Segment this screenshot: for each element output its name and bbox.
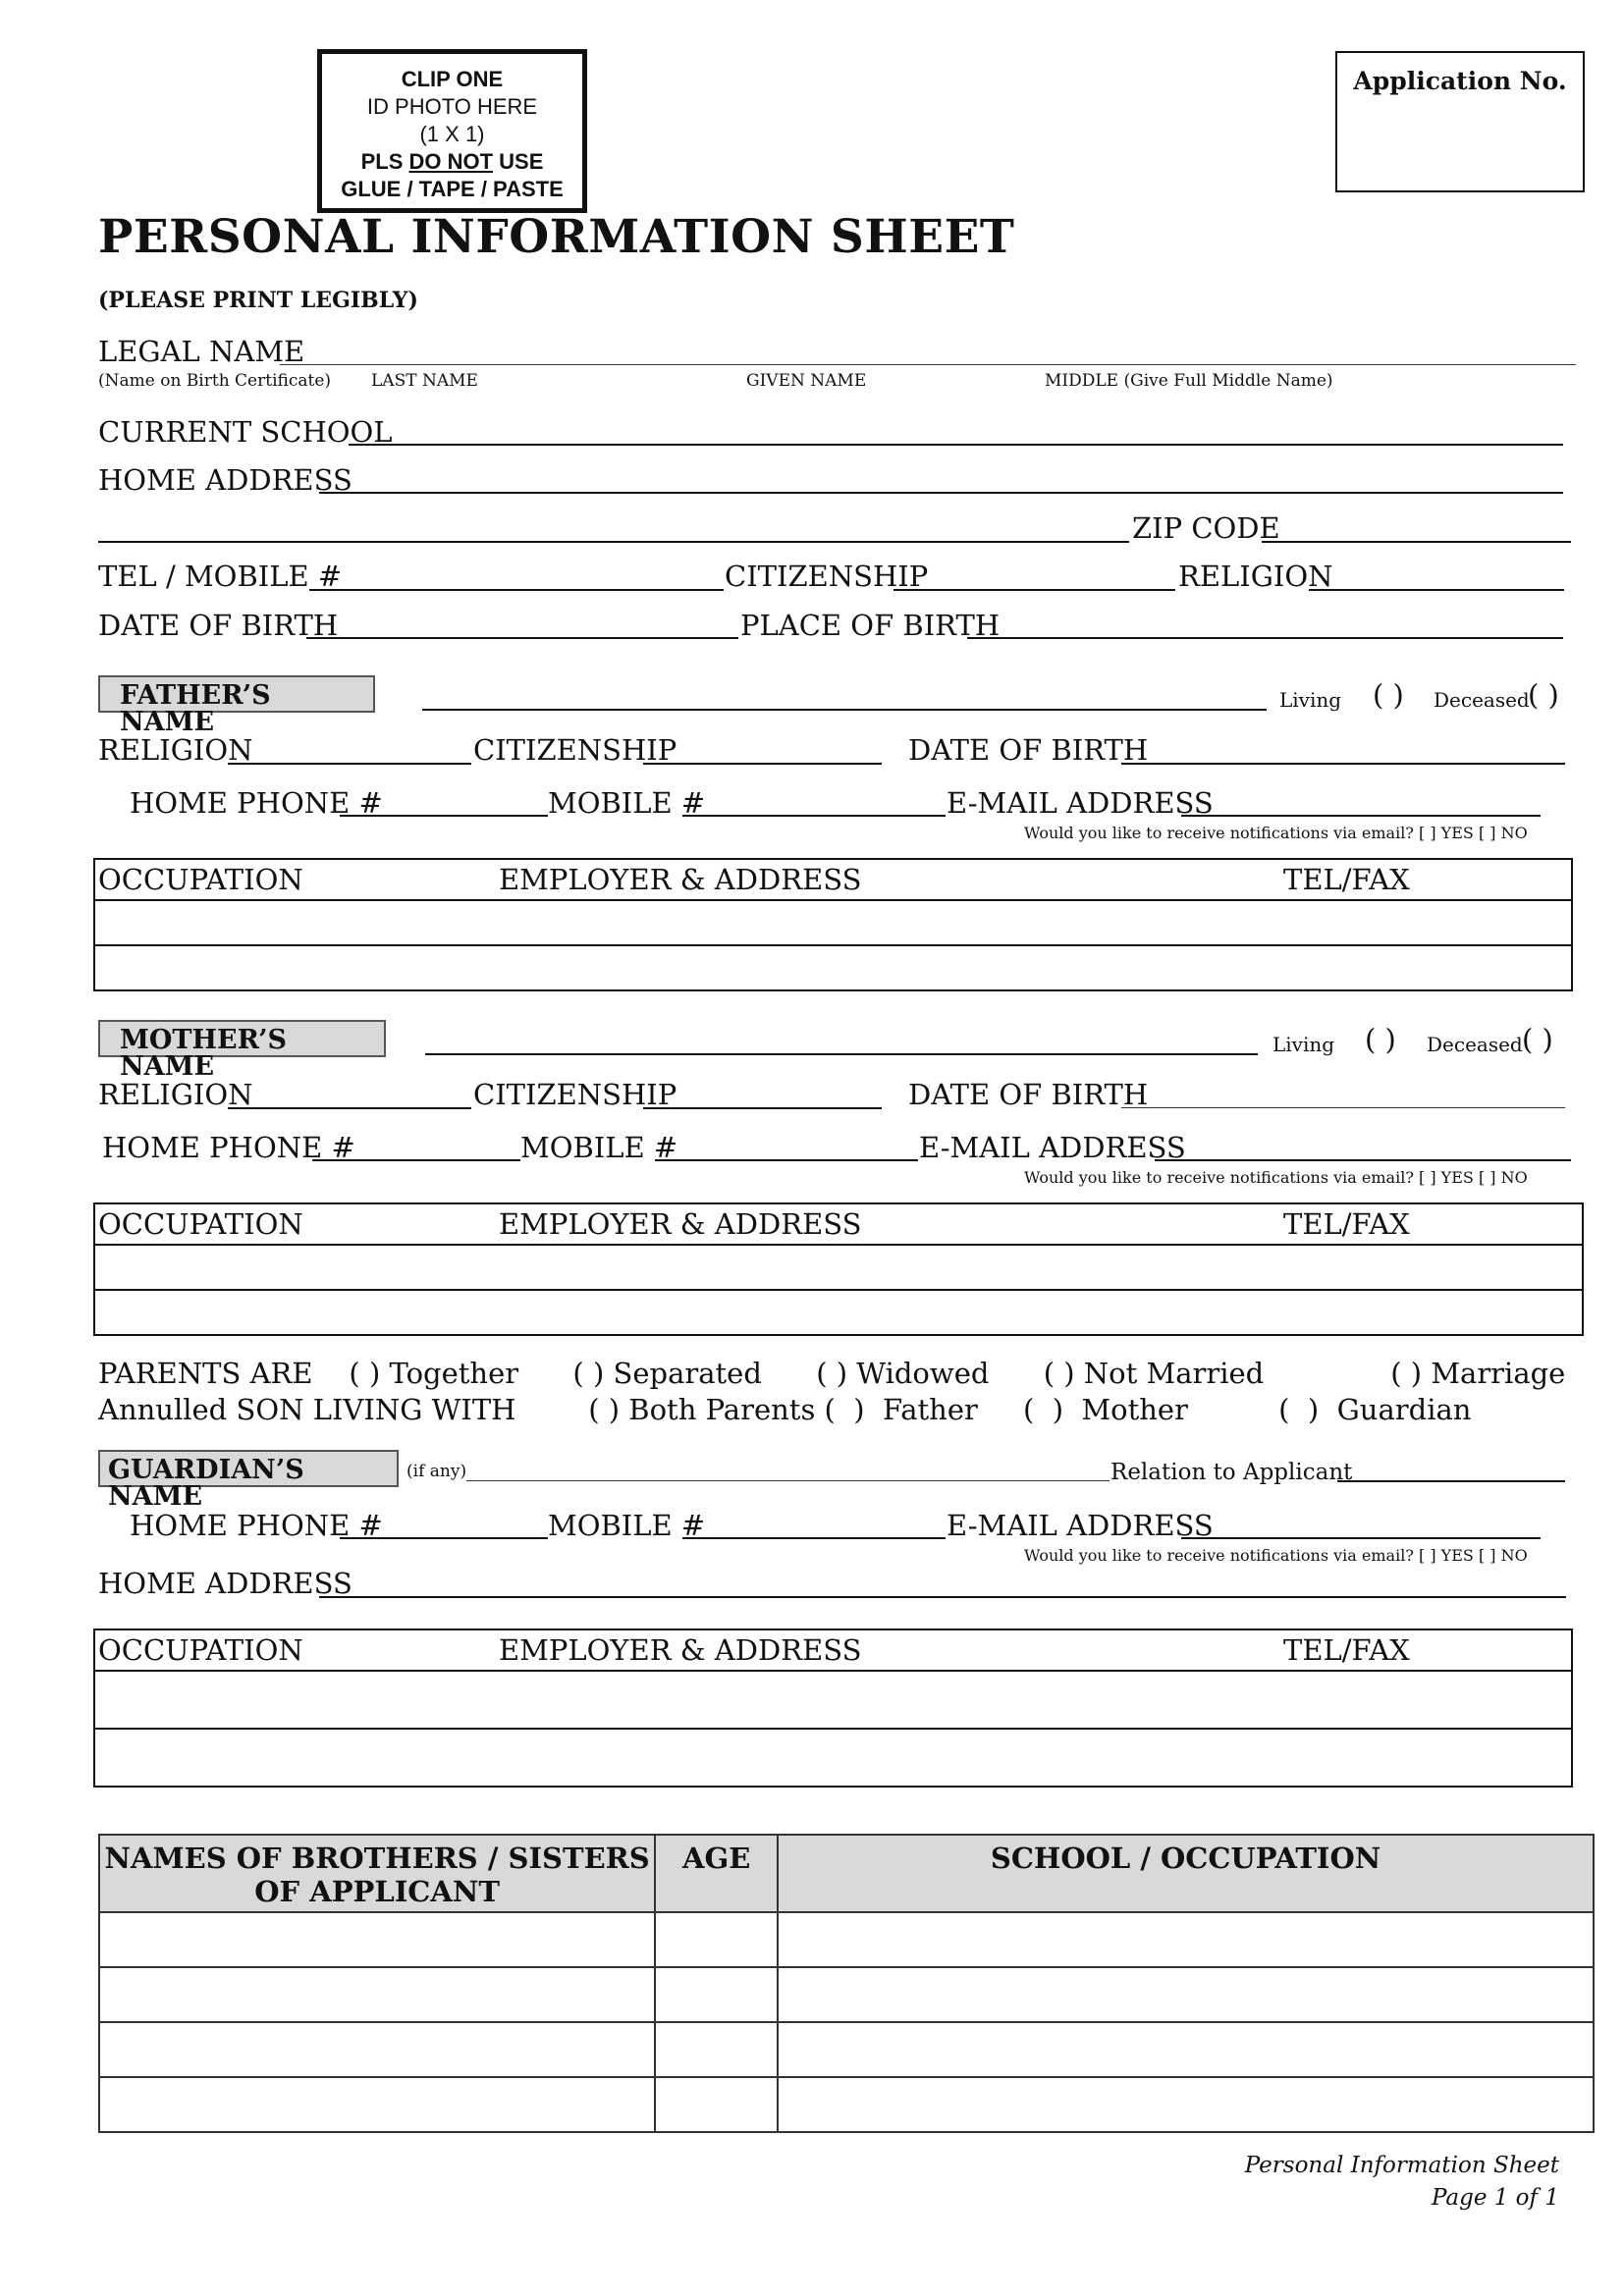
father-deceased-checkbox[interactable]: ( ) bbox=[1528, 678, 1559, 712]
given-name-caption: GIVEN NAME bbox=[746, 371, 867, 391]
photo-size-text: (1 X 1) bbox=[419, 122, 485, 146]
footer-title: Personal Information Sheet bbox=[1244, 2153, 1559, 2178]
photo-here-text: ID PHOTO HERE bbox=[366, 94, 538, 119]
sibling-name-cell[interactable] bbox=[99, 1912, 655, 1967]
if-any-note: (if any) bbox=[406, 1462, 467, 1481]
father-home-phone-label: HOME PHONE # bbox=[130, 786, 383, 820]
siblings-age-header: AGE bbox=[655, 1835, 778, 1912]
father-telfax-header: TEL/FAX bbox=[1283, 863, 1410, 896]
mother-living-checkbox[interactable]: ( ) bbox=[1365, 1023, 1396, 1056]
mother-email-label: E-MAIL ADDRESS bbox=[919, 1131, 1186, 1164]
father-home-phone-field[interactable] bbox=[340, 815, 548, 817]
mother-telfax-header: TEL/FAX bbox=[1283, 1207, 1410, 1241]
photo-warning-text: PLS DO NOT USE bbox=[360, 149, 544, 174]
table-row bbox=[99, 1967, 1594, 2022]
father-dob-field[interactable] bbox=[1121, 763, 1565, 765]
father-religion-field[interactable] bbox=[228, 763, 471, 765]
mother-living-label: Living bbox=[1272, 1033, 1335, 1056]
father-employer-header: EMPLOYER & ADDRESS bbox=[499, 863, 862, 896]
birth-certificate-note: (Name on Birth Certificate) bbox=[98, 371, 332, 391]
siblings-school-header: SCHOOL / OCCUPATION bbox=[778, 1835, 1594, 1912]
parents-status-options[interactable]: PARENTS ARE ( ) Together ( ) Separated ( ) Widowed ( ) Not Married ( ) Marriage bbox=[98, 1357, 1566, 1390]
mother-dob-label: DATE OF BIRTH bbox=[908, 1078, 1149, 1111]
home-address-field-2[interactable] bbox=[98, 541, 1129, 543]
application-number-label: Application No. bbox=[1353, 67, 1567, 95]
father-mobile-field[interactable] bbox=[682, 815, 946, 817]
siblings-table bbox=[98, 1834, 1595, 2133]
mother-religion-field[interactable] bbox=[228, 1107, 471, 1109]
guardian-name-field[interactable] bbox=[466, 1480, 1110, 1481]
mother-dob-field[interactable] bbox=[1121, 1107, 1565, 1108]
mother-name-field[interactable] bbox=[425, 1053, 1258, 1055]
father-occupation-row-2[interactable] bbox=[95, 944, 1571, 946]
father-citizenship-field[interactable] bbox=[643, 763, 882, 765]
tel-mobile-field[interactable] bbox=[309, 589, 724, 591]
sibling-school-cell[interactable] bbox=[778, 1967, 1594, 2022]
photo-clip-text: CLIP ONE bbox=[401, 67, 504, 91]
guardian-occupation-header: OCCUPATION bbox=[98, 1633, 303, 1667]
dob-field[interactable] bbox=[306, 637, 738, 639]
father-email-label: E-MAIL ADDRESS bbox=[947, 786, 1214, 820]
religion-label: RELIGION bbox=[1178, 560, 1333, 593]
father-occupation-header: OCCUPATION bbox=[98, 863, 303, 896]
mother-religion-label: RELIGION bbox=[98, 1078, 253, 1111]
father-name-heading: FATHER’S NAME bbox=[98, 675, 375, 713]
sibling-age-cell[interactable] bbox=[655, 2077, 778, 2132]
mother-name-heading: MOTHER’S NAME bbox=[98, 1020, 386, 1057]
mother-employer-header: EMPLOYER & ADDRESS bbox=[499, 1207, 862, 1241]
father-living-label: Living bbox=[1279, 688, 1342, 712]
sibling-school-cell[interactable] bbox=[778, 1912, 1594, 1967]
mother-home-phone-field[interactable] bbox=[312, 1159, 520, 1161]
mother-citizenship-field[interactable] bbox=[643, 1107, 882, 1109]
guardian-home-address-field[interactable] bbox=[319, 1596, 1566, 1598]
home-address-field[interactable] bbox=[319, 492, 1563, 494]
guardian-email-notify[interactable]: Would you like to receive notifications via email? [ ] YES [ ] NO bbox=[1024, 1546, 1528, 1565]
zip-code-label: ZIP CODE bbox=[1132, 511, 1280, 545]
guardian-mobile-label: MOBILE # bbox=[548, 1509, 706, 1542]
guardian-home-address-label: HOME ADDRESS bbox=[98, 1567, 352, 1600]
table-row bbox=[99, 1912, 1594, 1967]
father-deceased-label: Deceased bbox=[1434, 688, 1530, 712]
guardian-email-label: E-MAIL ADDRESS bbox=[947, 1509, 1214, 1542]
mother-occupation-row-1[interactable] bbox=[95, 1244, 1582, 1246]
sibling-name-cell[interactable] bbox=[99, 2022, 655, 2077]
home-address-label: HOME ADDRESS bbox=[98, 463, 352, 497]
table-row bbox=[99, 2077, 1594, 2132]
father-email-field[interactable] bbox=[1181, 815, 1541, 817]
citizenship-field[interactable] bbox=[893, 589, 1175, 591]
mother-email-field[interactable] bbox=[1155, 1159, 1571, 1161]
siblings-name-header: NAMES OF BROTHERS / SISTERS OF APPLICANT bbox=[99, 1835, 655, 1912]
relation-field[interactable] bbox=[1337, 1480, 1565, 1482]
father-religion-label: RELIGION bbox=[98, 733, 253, 767]
relation-label: Relation to Applicant bbox=[1110, 1460, 1353, 1485]
father-occupation-row-1[interactable] bbox=[95, 899, 1571, 901]
mother-deceased-checkbox[interactable]: ( ) bbox=[1522, 1023, 1553, 1056]
father-living-checkbox[interactable]: ( ) bbox=[1373, 678, 1404, 712]
sibling-name-cell[interactable] bbox=[99, 1967, 655, 2022]
father-email-notify[interactable]: Would you like to receive notifications via email? [ ] YES [ ] NO bbox=[1024, 824, 1528, 842]
father-dob-label: DATE OF BIRTH bbox=[908, 733, 1149, 767]
middle-name-caption: MIDDLE (Give Full Middle Name) bbox=[1045, 371, 1333, 391]
guardian-employer-header: EMPLOYER & ADDRESS bbox=[499, 1633, 862, 1667]
religion-field[interactable] bbox=[1309, 589, 1564, 591]
guardian-occupation-row-2[interactable] bbox=[95, 1728, 1571, 1730]
id-photo-box bbox=[317, 49, 587, 213]
guardian-home-phone-label: HOME PHONE # bbox=[130, 1509, 383, 1542]
last-name-caption: LAST NAME bbox=[371, 371, 478, 391]
living-with-options[interactable]: Annulled SON LIVING WITH ( ) Both Parents ( ) Father ( ) Mother ( ) Guardian bbox=[98, 1393, 1472, 1426]
current-school-field[interactable] bbox=[349, 444, 1563, 446]
current-school-label: CURRENT SCHOOL bbox=[98, 415, 393, 449]
father-citizenship-label: CITIZENSHIP bbox=[473, 733, 677, 767]
sibling-age-cell[interactable] bbox=[655, 1912, 778, 1967]
sibling-school-cell[interactable] bbox=[778, 2077, 1594, 2132]
legal-name-field[interactable] bbox=[280, 364, 1576, 365]
sibling-school-cell[interactable] bbox=[778, 2022, 1594, 2077]
sibling-age-cell[interactable] bbox=[655, 2022, 778, 2077]
guardian-occupation-row-1[interactable] bbox=[95, 1670, 1571, 1672]
mother-mobile-field[interactable] bbox=[655, 1159, 918, 1161]
guardian-name-heading: GUARDIAN’S NAME bbox=[98, 1450, 399, 1487]
legal-name-label: LEGAL NAME bbox=[98, 335, 305, 368]
sibling-age-cell[interactable] bbox=[655, 1967, 778, 2022]
application-number-box[interactable] bbox=[1335, 51, 1585, 192]
mother-home-phone-label: HOME PHONE # bbox=[102, 1131, 355, 1164]
mother-citizenship-label: CITIZENSHIP bbox=[473, 1078, 677, 1111]
page-title: PERSONAL INFORMATION SHEET bbox=[98, 210, 1015, 264]
guardian-home-phone-field[interactable] bbox=[340, 1537, 548, 1539]
guardian-email-field[interactable] bbox=[1181, 1537, 1541, 1539]
print-legibly-note: (PLEASE PRINT LEGIBLY) bbox=[98, 288, 418, 313]
mother-occupation-header: OCCUPATION bbox=[98, 1207, 303, 1241]
mother-mobile-label: MOBILE # bbox=[520, 1131, 678, 1164]
place-of-birth-label: PLACE OF BIRTH bbox=[740, 609, 1001, 642]
guardian-telfax-header: TEL/FAX bbox=[1283, 1633, 1410, 1667]
guardian-mobile-field[interactable] bbox=[682, 1537, 946, 1539]
tel-mobile-label: TEL / MOBILE # bbox=[98, 560, 343, 593]
mother-deceased-label: Deceased bbox=[1427, 1033, 1523, 1056]
father-mobile-label: MOBILE # bbox=[548, 786, 706, 820]
dob-label: DATE OF BIRTH bbox=[98, 609, 339, 642]
footer-page-number: Page 1 of 1 bbox=[1431, 2185, 1559, 2211]
mother-occupation-row-2[interactable] bbox=[95, 1289, 1582, 1291]
zip-code-field[interactable] bbox=[1262, 541, 1571, 543]
photo-glue-text: GLUE / TAPE / PASTE bbox=[341, 177, 564, 201]
mother-email-notify[interactable]: Would you like to receive notifications via email? [ ] YES [ ] NO bbox=[1024, 1168, 1528, 1187]
table-row bbox=[99, 2022, 1594, 2077]
place-of-birth-field[interactable] bbox=[967, 637, 1563, 639]
sibling-name-cell[interactable] bbox=[99, 2077, 655, 2132]
father-name-field[interactable] bbox=[422, 709, 1267, 711]
citizenship-label: CITIZENSHIP bbox=[725, 560, 929, 593]
